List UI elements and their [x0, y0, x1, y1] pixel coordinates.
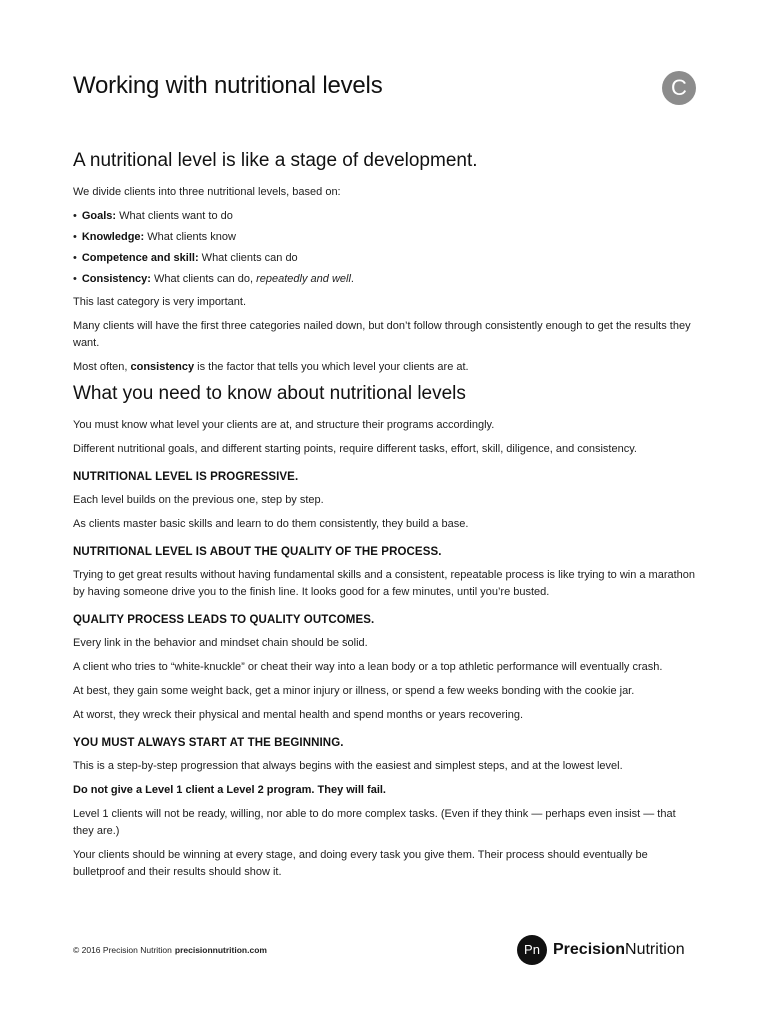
bullet-icon: •: [73, 210, 77, 222]
paragraph: As clients master basic skills and learn to do them consistently, they build a base.: [73, 518, 469, 530]
subheading-progressive: NUTRITIONAL LEVEL IS PROGRESSIVE.: [73, 471, 299, 483]
pn-logo-icon: Pn: [517, 935, 547, 965]
section-heading-development: A nutritional level is like a stage of development.: [73, 150, 478, 171]
paragraph: At worst, they wreck their physical and mental health and spend months or years recovering.: [73, 709, 524, 721]
intro-text: We divide clients into three nutritional levels, based on:: [73, 186, 341, 198]
paragraph: Level 1 clients will not be ready, willing, nor able to do more complex tasks. (Even if they think — perhaps even insist — that they are.): [73, 808, 676, 837]
bullet-icon: •: [73, 231, 77, 243]
section-heading-know: What you need to know about nutritional levels: [73, 383, 466, 404]
warning-text: Do not give a Level 1 client a Level 2 program. They will fail.: [73, 784, 386, 796]
list-item: • Consistency: What clients can do, repeatedly and well.: [73, 273, 354, 285]
paragraph: Different nutritional goals, and different starting points, require different tasks, effort, skill, diligence, and consistency.: [73, 443, 637, 455]
list-item: • Goals: What clients want to do: [73, 210, 233, 222]
subheading-start-beginning: YOU MUST ALWAYS START AT THE BEGINNING.: [73, 737, 344, 749]
paragraph: This last category is very important.: [73, 296, 247, 308]
list-item: • Knowledge: What clients know: [73, 231, 236, 243]
section-badge: C: [662, 71, 696, 105]
footer-copyright: © 2016 Precision Nutrition precisionnutrition.com: [73, 945, 267, 955]
criteria-list: [73, 208, 698, 288]
precision-nutrition-logo: Pn PrecisionNutrition: [517, 934, 685, 966]
paragraph: Most often, consistency is the factor that tells you which level your clients are at.: [73, 361, 469, 373]
paragraph: A client who tries to “white-knuckle” or cheat their way into a lean body or a top athletic performance will eventually crash.: [73, 661, 663, 673]
bullet-icon: •: [73, 273, 77, 285]
paragraph: Every link in the behavior and mindset chain should be solid.: [73, 637, 368, 649]
paragraph: Each level builds on the previous one, step by step.: [73, 494, 324, 506]
main-content: [73, 150, 698, 888]
footer-url-link[interactable]: precisionnutrition.com: [174, 945, 267, 955]
list-item: • Competence and skill: What clients can do: [73, 252, 298, 264]
paragraph: Your clients should be winning at every stage, and doing every task you give them. Their process should eventually be bulletproof and their results should show it.: [73, 849, 648, 878]
paragraph: At best, they gain some weight back, get a minor injury or illness, or spend a few weeks bonding with the cookie jar.: [73, 685, 635, 697]
subheading-quality-process: NUTRITIONAL LEVEL IS ABOUT THE QUALITY OF THE PROCESS.: [73, 546, 442, 558]
paragraph: Trying to get great results without having fundamental skills and a consistent, repeatable process is like trying to win a marathon by having someone drive you to the finish line. It looks good for a few minutes, until you’re busted.: [73, 569, 696, 598]
bullet-icon: •: [73, 252, 77, 264]
subheading-quality-outcomes: QUALITY PROCESS LEADS TO QUALITY OUTCOMES.: [73, 614, 375, 626]
paragraph: Many clients will have the first three categories nailed down, but don’t follow through consistently enough to get the results they want.: [73, 320, 691, 349]
page-title: Working with nutritional levels: [73, 72, 383, 99]
paragraph: You must know what level your clients are at, and structure their programs accordingly.: [73, 419, 495, 431]
paragraph: This is a step-by-step progression that always begins with the easiest and simplest steps, and at the lowest level.: [73, 760, 623, 772]
